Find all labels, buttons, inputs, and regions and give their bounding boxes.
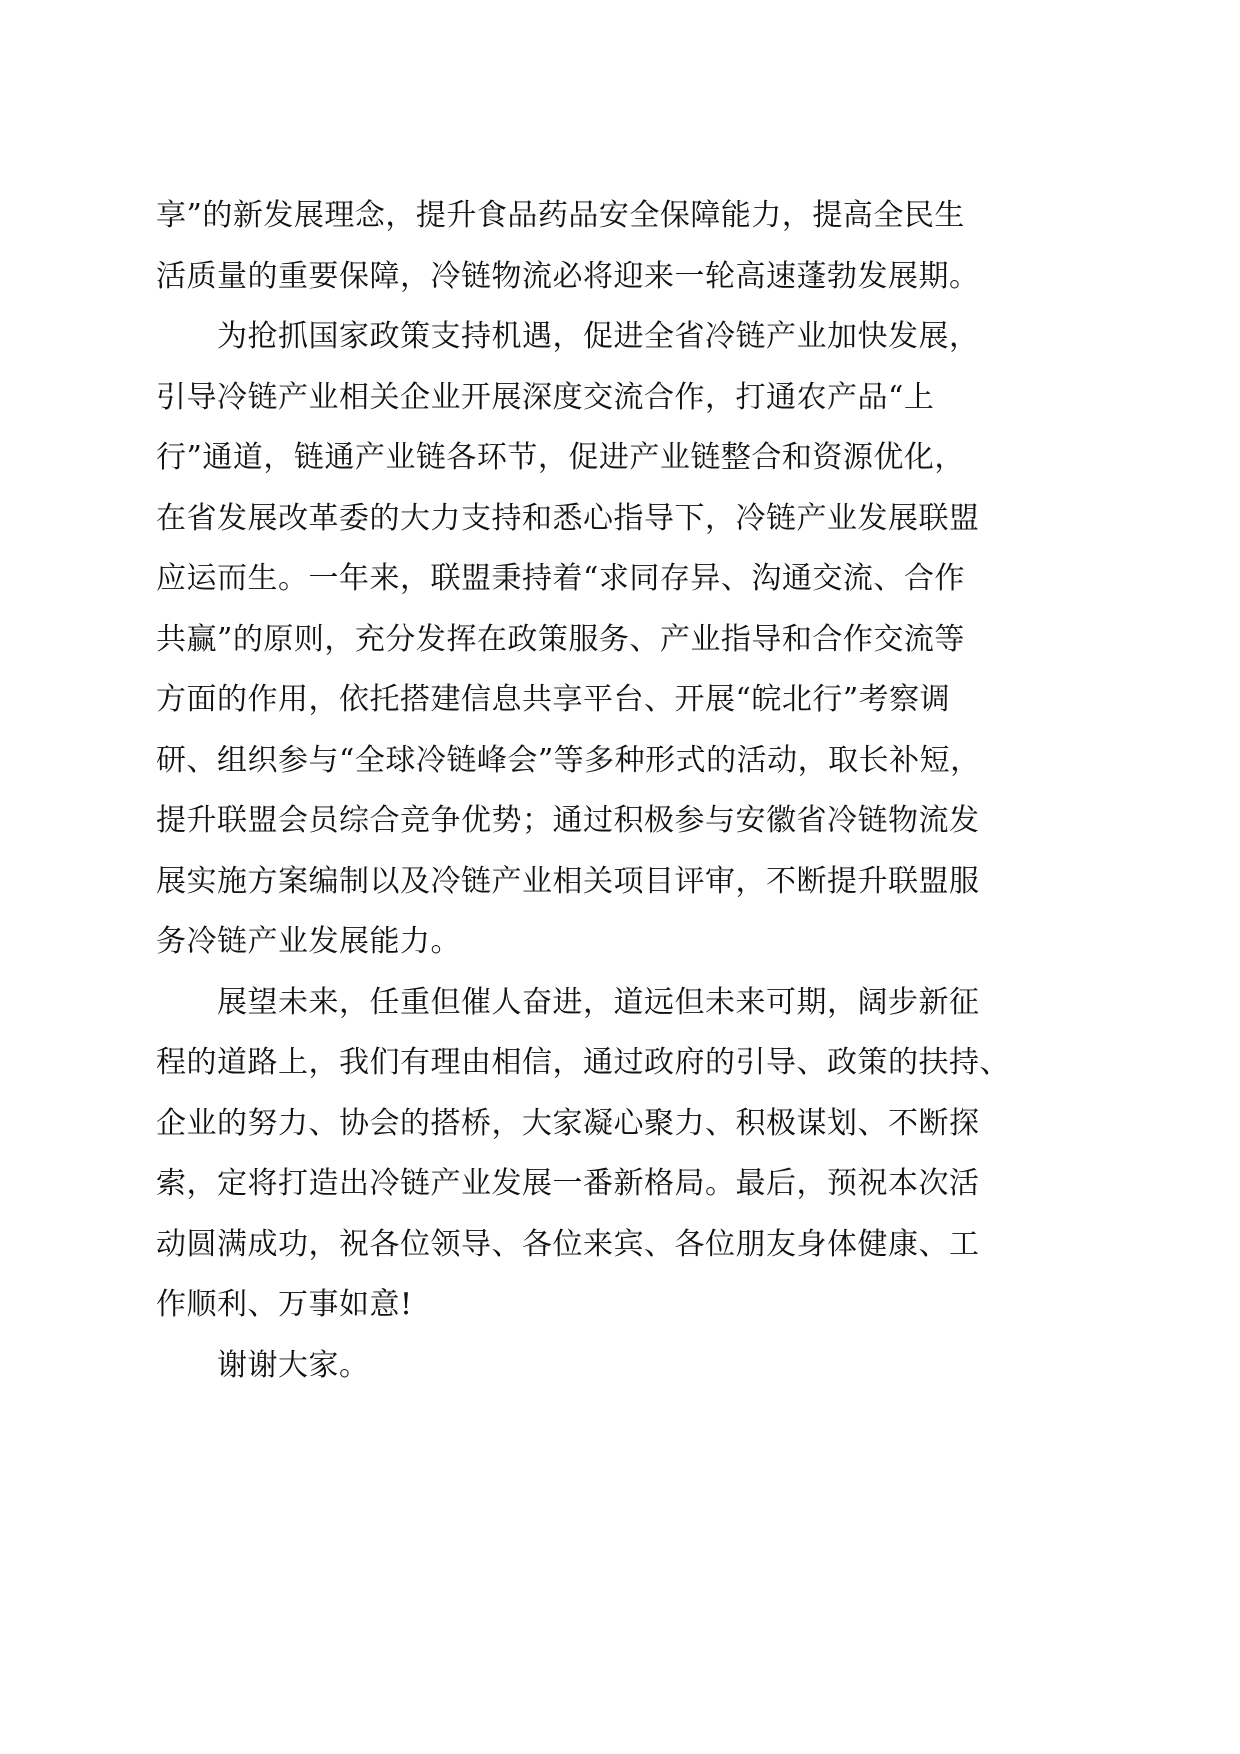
text-line: 程的道路上，我们有理由相信，通过政府的引导、政策的扶持、 (156, 1045, 1010, 1080)
text-line: 动圆满成功，祝各位领导、各位来宾、各位朋友身体健康、工 (156, 1226, 980, 1262)
document-body (156, 186, 1086, 1396)
text-line: 在省发展改革委的大力支持和悉心指导下，冷链产业发展联盟 (156, 500, 980, 536)
text-line: 为抢抓国家政策支持机遇，促进全省冷链产业加快发展， (156, 319, 980, 354)
text-line: 提升联盟会员综合竞争优势；通过积极参与安徽省冷链物流发 (156, 803, 980, 838)
text-line: 引导冷链产业相关企业开展深度交流合作，打通农产品“上 (156, 379, 935, 415)
text-line: 享”的新发展理念，提升食品药品安全保障能力，提高全民生 (156, 198, 965, 233)
text-line: 活质量的重要保障，冷链物流必将迎来一轮高速蓬勃发展期。 (156, 258, 980, 294)
text-line: 行”通道，链通产业链各环节，促进产业链整合和资源优化， (156, 440, 965, 475)
text-line: 企业的努力、协会的搭桥，大家凝心聚力、积极谋划、不断探 (156, 1105, 980, 1141)
text-line: 应运而生。一年来，联盟秉持着“求同存异、沟通交流、合作 (156, 561, 965, 596)
text-line: 共赢”的原则，充分发挥在政策服务、产业指导和合作交流等 (156, 621, 965, 657)
text-line: 索，定将打造出冷链产业发展一番新格局。最后，预祝本次活 (156, 1166, 980, 1201)
text-line: 方面的作用，依托搭建信息共享平台、开展“皖北行”考察调 (156, 682, 951, 717)
text-line: 研、组织参与“全球冷链峰会”等多种形式的活动，取长补短， (156, 742, 981, 778)
text-line: 展望未来，任重但催人奋进，道远但未来可期，阔步新征 (156, 984, 980, 1020)
text-line: 作顺利、万事如意! (156, 1287, 413, 1322)
text-line: 展实施方案编制以及冷链产业相关项目评审，不断提升联盟服 (156, 863, 980, 899)
text-line: 务冷链产业发展能力。 (156, 924, 461, 959)
text-line: 谢谢大家。 (156, 1347, 370, 1383)
